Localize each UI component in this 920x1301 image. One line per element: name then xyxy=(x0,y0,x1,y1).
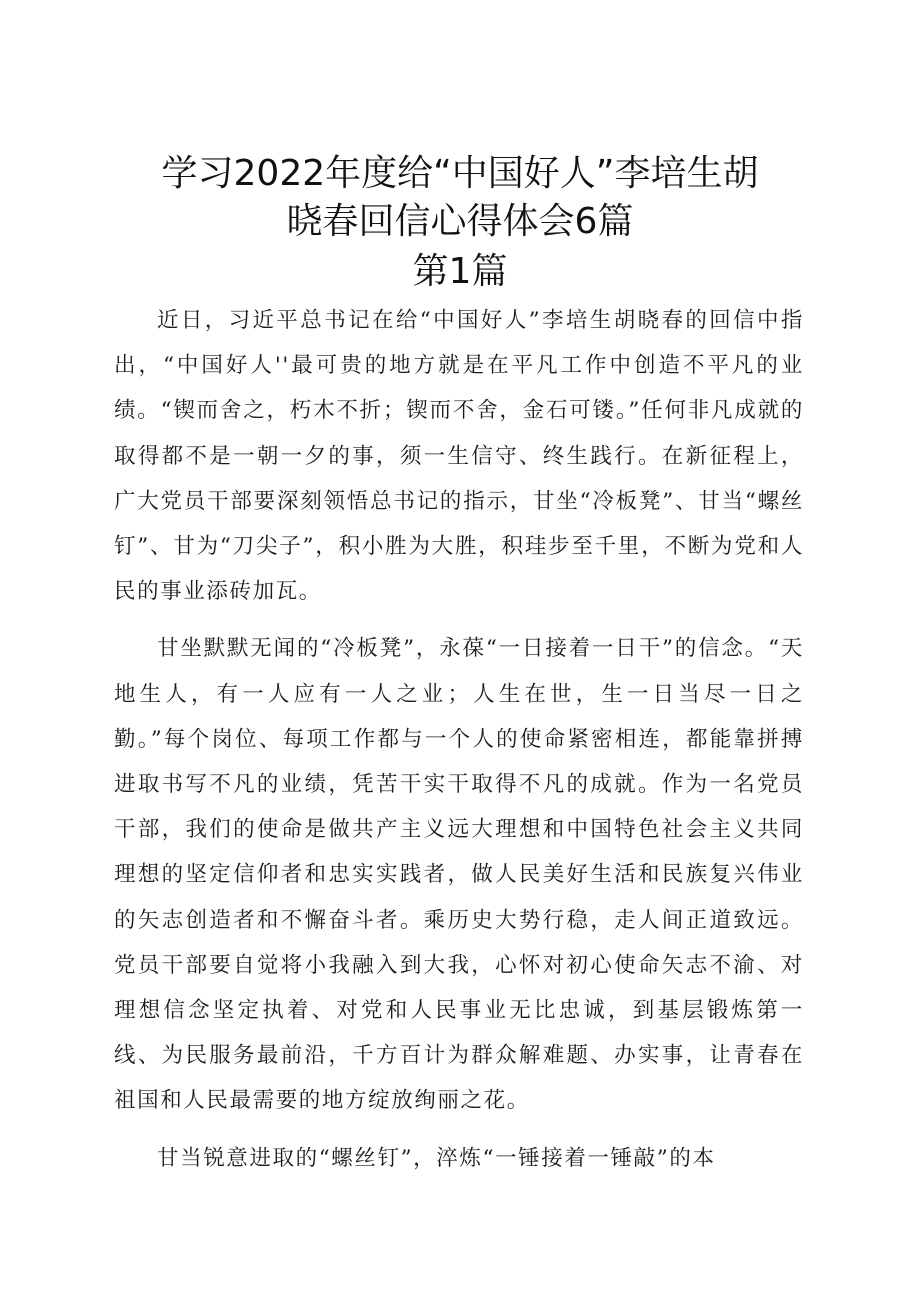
body-paragraph-1: 近日，习近平总书记在给“中国好人”李培生胡晓春的回信中指出，“中国好人''最可贵的地方就是在平凡工作中创造不平凡的业绩。“锲而舍之，朽木不折；锲而不舍，金石可镂。”任何非凡成就的取得都不是一朝一夕的事，须一生信守、终生践行。在新征程上，广大党员干部要深刻领悟总书记的指示，甘坐“冷板凳”、甘当“螺丝钉”、甘为“刀尖子”，积小胜为大胜，积珪步至千里，不断为党和人民的事业添砖加瓦。 xyxy=(114,308,804,605)
document-body xyxy=(114,298,804,1193)
document-title-line-2: 晓春回信心得体会6篇 xyxy=(286,201,634,242)
body-paragraph-2: 甘坐默默无闻的“冷板凳”，永葆“一日接着一日干”的信念。“天地生人，有一人应有一人之业；人生在世，生一日当尽一日之勤。”每个岗位、每项工作都与一个人的使命紧密相连，都能靠拼搏进取书写不凡的业绩，凭苦干实干取得不凡的成就。作为一名党员干部，我们的使命是做共产主义远大理想和中国特色社会主义共同理想的坚定信仰者和忠实实践者，做人民美好生活和民族复兴伟业的矢志创造者和不懈奋斗者。乘历史大势行稳，走人间正道致远。党员干部要自觉将小我融入到大我，心怀对初心使命矢志不渝、对理想信念坚定执着、对党和人民事业无比忠诚，到基层锻炼第一线、为民服务最前沿，千方百计为群众解难题、办实事，让青春在祖国和人民最需要的地方绽放绚丽之花。 xyxy=(114,636,804,1114)
document-title-line-1: 学习2022年度给“中国好人”李培生胡 xyxy=(161,153,759,194)
chapter-heading: 第1篇 xyxy=(412,251,508,292)
body-paragraph-3: 甘当锐意进取的“螺丝钉”，淬炼“一锤接着一锤敲”的本 xyxy=(157,1145,716,1171)
document-title-block xyxy=(120,150,800,296)
